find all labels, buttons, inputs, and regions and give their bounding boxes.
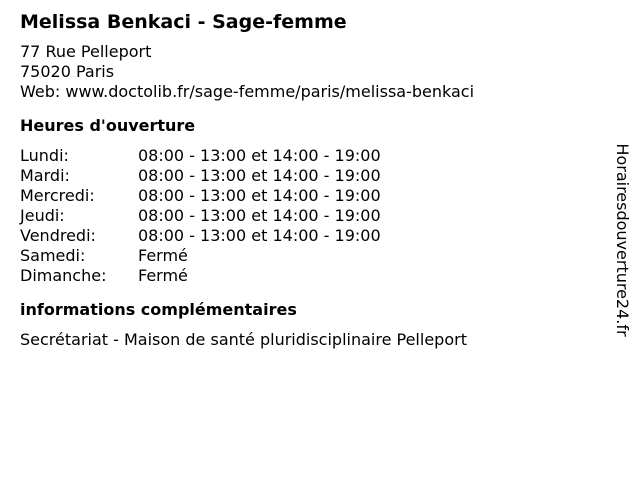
hours-row-tuesday [20,166,600,186]
hours-row-thursday [20,206,600,226]
page-title: Melissa Benkaci - Sage-femme [20,11,347,33]
listing-card [20,10,600,350]
hours-row-friday [20,226,600,246]
opening-hours-table [20,146,600,286]
hours-time: Fermé [138,246,188,265]
hours-row-wednesday [20,186,600,206]
address-city: 75020 Paris [20,62,115,81]
hours-time: 08:00 - 13:00 et 14:00 - 19:00 [138,146,381,165]
hours-day: Jeudi: [20,206,65,225]
address-street: 77 Rue Pelleport [20,42,152,61]
hours-time: 08:00 - 13:00 et 14:00 - 19:00 [138,166,381,185]
hours-day: Mercredi: [20,186,95,205]
hours-day: Dimanche: [20,266,107,285]
additional-info-text: Secrétariat - Maison de santé pluridisciplinaire Pelleport [20,330,467,349]
hours-time: 08:00 - 13:00 et 14:00 - 19:00 [138,206,381,225]
hours-day: Samedi: [20,246,86,265]
additional-info-heading: informations complémentaires [20,300,297,319]
hours-time: Fermé [138,266,188,285]
hours-time: 08:00 - 13:00 et 14:00 - 19:00 [138,226,381,245]
hours-time: 08:00 - 13:00 et 14:00 - 19:00 [138,186,381,205]
hours-row-monday [20,146,600,166]
website-line: Web: www.doctolib.fr/sage-femme/paris/melissa-benkaci [20,82,475,101]
hours-row-sunday [20,266,600,286]
site-watermark: Horairesdouverture24.fr [613,143,632,337]
hours-day: Lundi: [20,146,69,165]
hours-day: Vendredi: [20,226,96,245]
hours-day: Mardi: [20,166,70,185]
hours-row-saturday [20,246,600,266]
opening-hours-heading: Heures d'ouverture [20,116,196,135]
